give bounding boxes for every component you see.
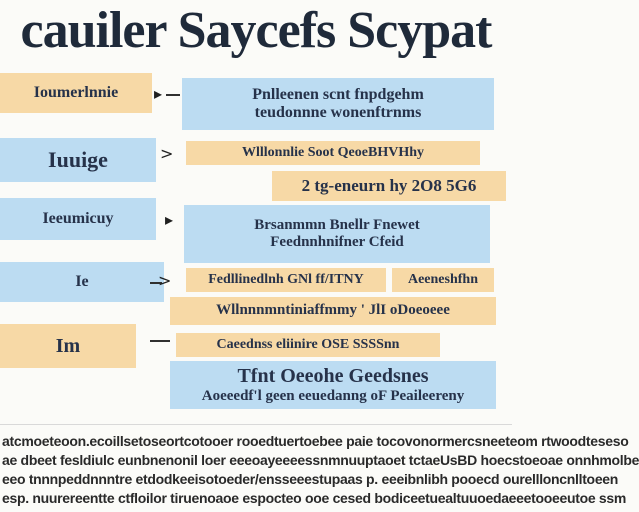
right-box-4 — [184, 205, 490, 263]
right-box-3 — [272, 171, 506, 201]
right-box-2 — [186, 141, 480, 165]
right-box-4-line-1: Brsanmmn Bnellr Fnewet — [254, 216, 420, 233]
right-box-9 — [170, 361, 496, 409]
connector-line-5 — [150, 340, 170, 342]
right-box-7 — [170, 297, 496, 325]
connector-arrow-4: > — [158, 271, 172, 290]
left-box-3-label: Ieeumicuy — [42, 209, 114, 227]
right-box-6 — [392, 268, 494, 292]
right-box-8 — [176, 333, 440, 357]
right-box-6-line-1: Aeeneshfhn — [407, 271, 478, 287]
right-box-1-line-2: teudonnne wonenftrnms — [254, 104, 422, 121]
right-box-1 — [182, 78, 494, 130]
left-box-3 — [0, 198, 156, 240]
right-box-8-line-1: Caeednss eliinire OSE SSSSnn — [216, 336, 400, 352]
left-box-1-label: Ioumerlnnie — [33, 83, 119, 101]
right-box-9-line-1: Tfnt Oeeohe Geedsnes — [237, 364, 429, 387]
left-box-4-label: Ie — [75, 272, 89, 290]
left-box-2 — [0, 138, 156, 182]
left-box-2-label: Iuuige — [48, 147, 108, 173]
right-box-3-line-1: 2 tg-eneurn hy 2O8 5G6 — [301, 176, 477, 196]
right-box-4-line-2: Feednnhnifner Cfeid — [270, 234, 404, 250]
connector-line-1 — [166, 94, 180, 96]
section-divider — [0, 424, 512, 425]
connector-arrow-3: ▸ — [165, 210, 174, 229]
paragraph-line-3: eeo tnnnpeddnnntre etdodkeeisotoeder/ensseeestupaas p. eeeibnlibh pooecd ourellloncnlltoeen — [2, 471, 619, 487]
right-box-5-line-1: Fedllinedlnh GNl ff/ITNY — [208, 271, 364, 287]
left-box-5-label: Im — [55, 334, 81, 357]
paragraph-line-2: ae dbeet fesldiulc eunbnenonil loer eeeoayeeeessnmnuuptaoet tctaeUsBD hoecstoeoae onnhmolbe — [2, 452, 639, 468]
left-box-5 — [0, 324, 136, 368]
left-box-1 — [0, 73, 152, 113]
page-title: cauiler Saycefs Scypat — [20, 2, 492, 59]
right-box-1-line-1: Pnlleenen scnt fnpdgehm — [252, 85, 424, 103]
connector-arrow-2: > — [160, 144, 174, 163]
right-box-5 — [186, 268, 386, 292]
connector-arrow-1: ▸ — [154, 84, 163, 103]
paragraph-line-4: esp. nuurereentte ctfloilor tiruenoaoe espocteo ooe cesed bodiceetuealtuuoedaeeetooeeutoe ssm — [2, 490, 627, 506]
body-paragraph — [0, 432, 639, 512]
right-box-7-line-1: Wllnnnmntiniaffmmy ' JlI oDoeoeee — [216, 302, 450, 319]
right-box-9-line-2: Aoeeedf'l geen eeuedanng oF Peaileereny — [201, 387, 465, 404]
left-box-4 — [0, 262, 164, 302]
right-box-2-line-1: Wlllonnlie Soot QeoeBHVHhy — [241, 144, 424, 160]
paragraph-line-1: atcmoeteoon.ecoillsetoseortcotooer rooedtuertoebee paie tocovonormercsneeteom rtwoodteseso — [2, 433, 629, 449]
